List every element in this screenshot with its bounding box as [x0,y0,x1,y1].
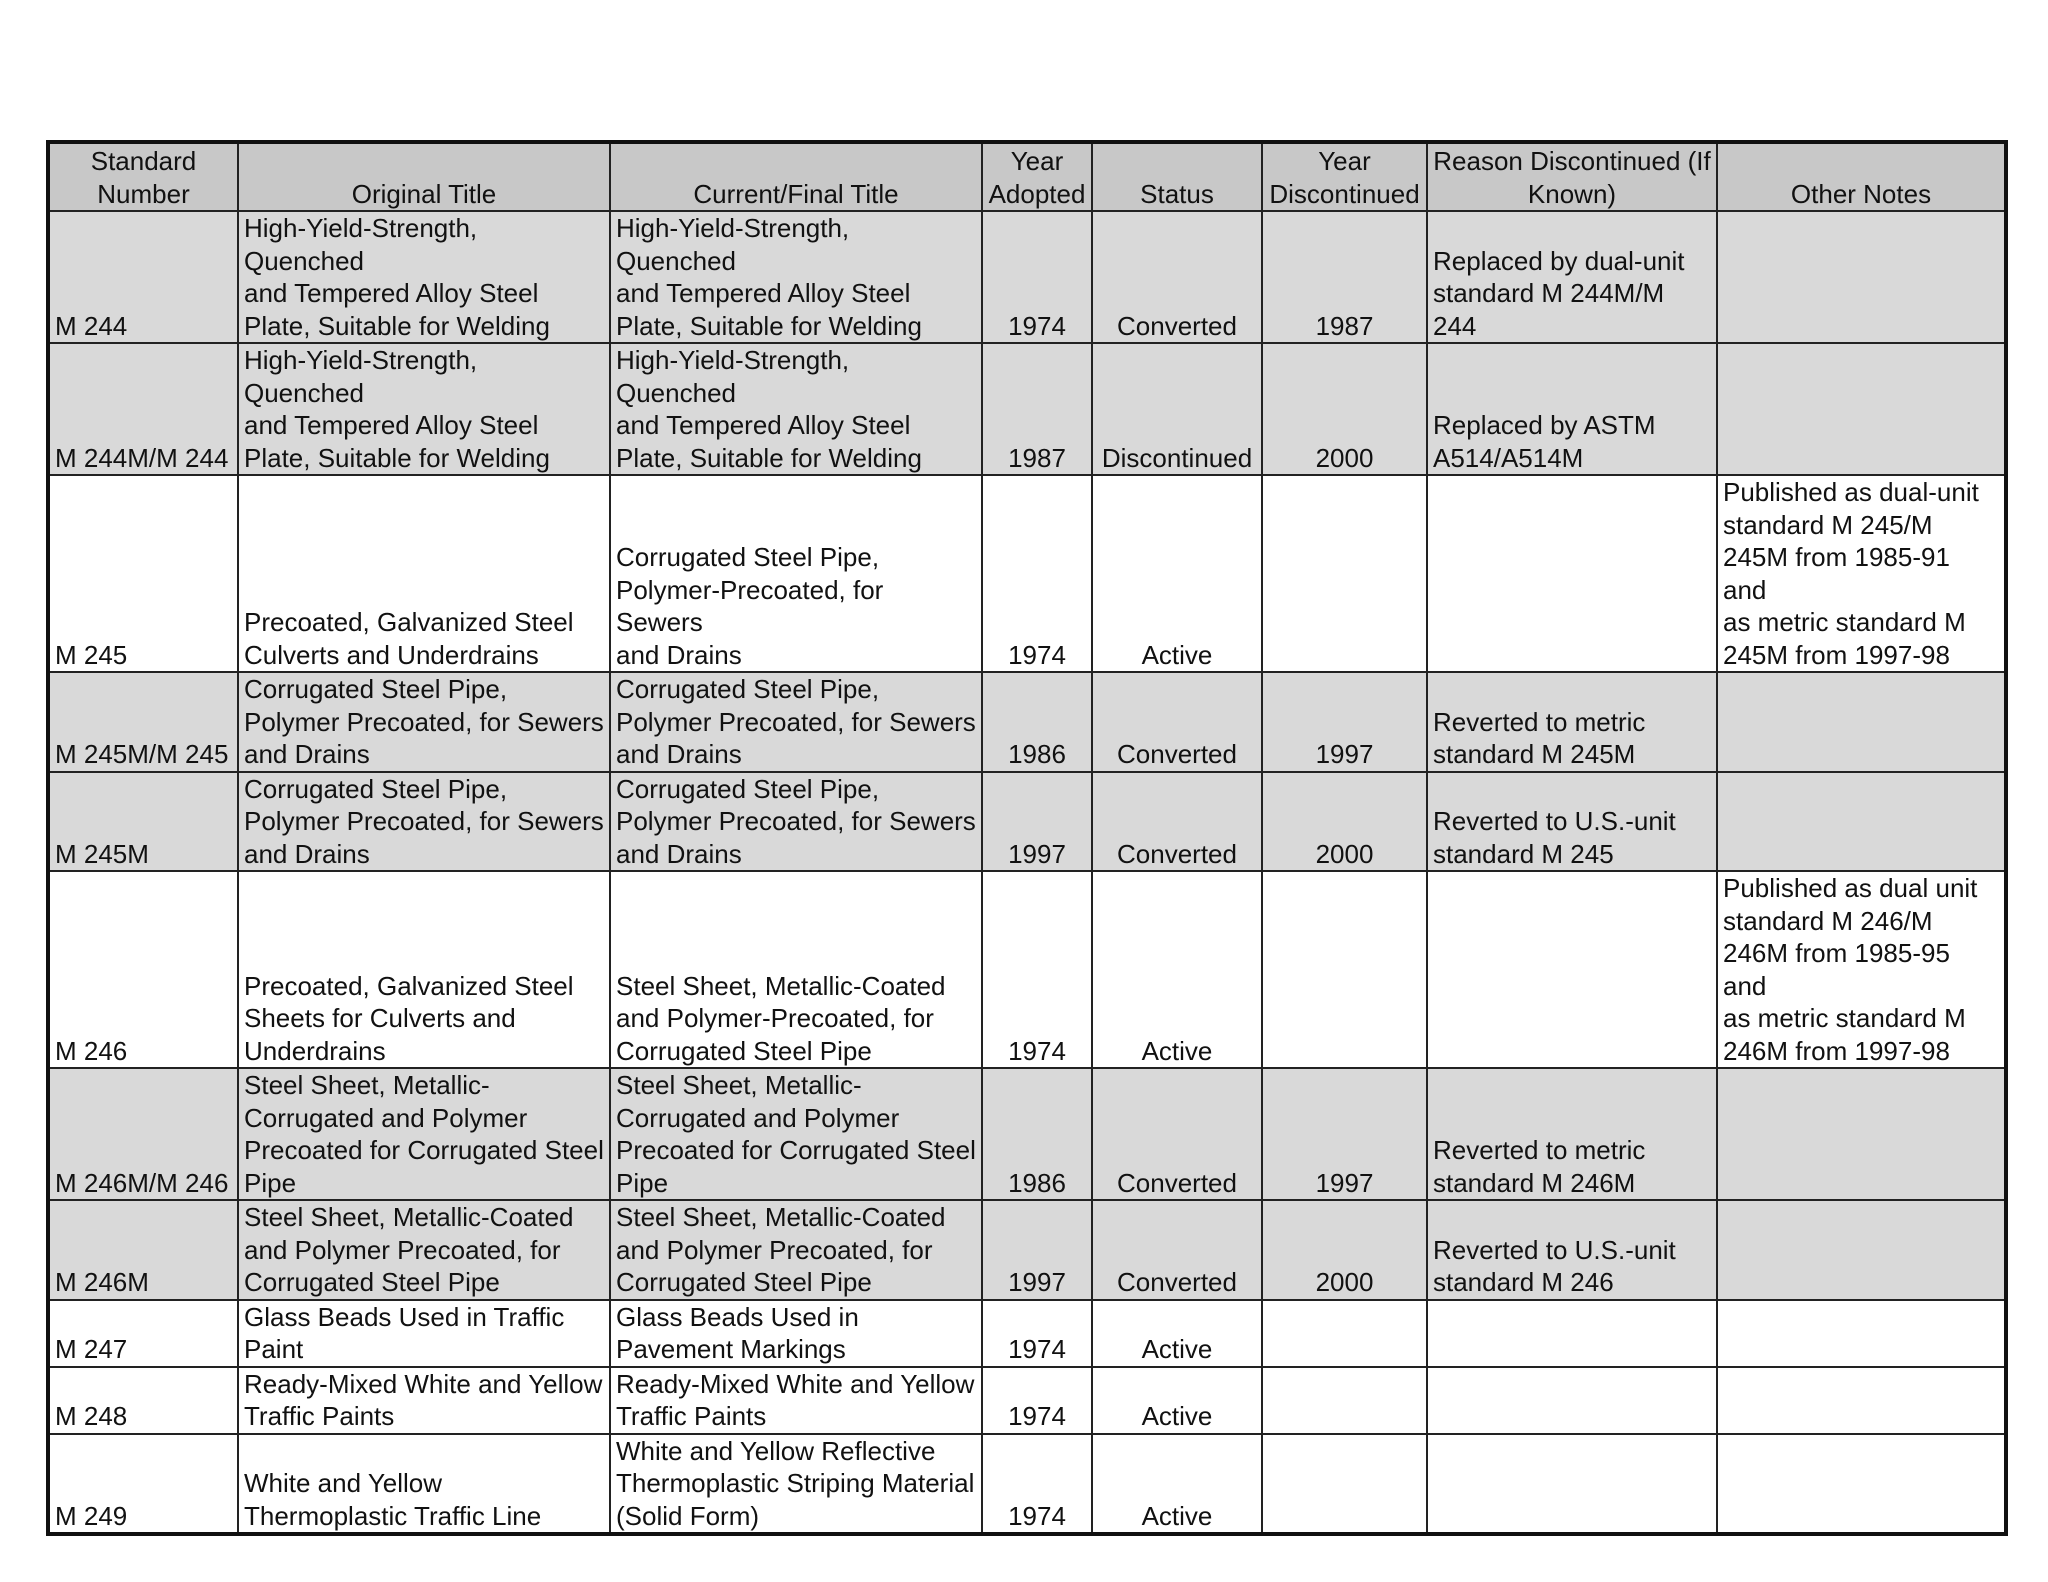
cell-original-title: Corrugated Steel Pipe, Polymer Precoated, for Sewers and Drains [238,672,610,772]
cell-other-notes [1717,1068,2006,1200]
cell-current-title: Steel Sheet, Metallic- Corrugated and Polymer Precoated for Corrugated Steel Pipe [610,1068,982,1200]
cell-original-title: Steel Sheet, Metallic-Coated and Polymer Precoated, for Corrugated Steel Pipe [238,1200,610,1300]
cell-reason-discontinued [1427,475,1717,672]
cell-year-adopted: 1987 [982,343,1092,475]
cell-original-title: Corrugated Steel Pipe, Polymer Precoated, for Sewers and Drains [238,772,610,872]
cell-status: Active [1092,475,1262,672]
standards-sheet [46,140,2008,1536]
header-standard-number: Standard Number [48,142,238,211]
cell-other-notes [1717,1367,2006,1434]
cell-original-title: High-Yield-Strength, Quenched and Tempered Alloy Steel Plate, Suitable for Welding [238,343,610,475]
cell-year-adopted: 1974 [982,1434,1092,1535]
cell-standard-number: M 245M/M 245 [48,672,238,772]
cell-current-title: Corrugated Steel Pipe, Polymer Precoated, for Sewers and Drains [610,672,982,772]
header-current-title: Current/Final Title [610,142,982,211]
cell-reason-discontinued: Reverted to U.S.-unit standard M 246 [1427,1200,1717,1300]
cell-current-title: Steel Sheet, Metallic-Coated and Polymer Precoated, for Corrugated Steel Pipe [610,1200,982,1300]
table-row [48,211,2006,343]
cell-current-title: Ready-Mixed White and Yellow Traffic Paints [610,1367,982,1434]
cell-current-title: Glass Beads Used in Pavement Markings [610,1300,982,1367]
cell-year-adopted: 1974 [982,1300,1092,1367]
cell-year-adopted: 1997 [982,1200,1092,1300]
cell-current-title: Corrugated Steel Pipe, Polymer Precoated, for Sewers and Drains [610,772,982,872]
cell-reason-discontinued [1427,1434,1717,1535]
cell-reason-discontinued: Reverted to U.S.-unit standard M 245 [1427,772,1717,872]
cell-other-notes [1717,211,2006,343]
header-status: Status [1092,142,1262,211]
cell-year-adopted: 1986 [982,672,1092,772]
cell-standard-number: M 246M/M 246 [48,1068,238,1200]
cell-year-discontinued: 1997 [1262,1068,1427,1200]
cell-status: Active [1092,871,1262,1068]
cell-year-adopted: 1974 [982,871,1092,1068]
cell-reason-discontinued: Replaced by dual-unit standard M 244M/M 244 [1427,211,1717,343]
cell-reason-discontinued [1427,1300,1717,1367]
cell-year-discontinued: 1997 [1262,672,1427,772]
cell-reason-discontinued: Reverted to metric standard M 246M [1427,1068,1717,1200]
cell-other-notes: Published as dual-unit standard M 245/M 245M from 1985-91 and as metric standard M 245M from 1997-98 [1717,475,2006,672]
cell-original-title: Precoated, Galvanized Steel Sheets for Culverts and Underdrains [238,871,610,1068]
cell-status: Converted [1092,1068,1262,1200]
cell-current-title: Corrugated Steel Pipe, Polymer-Precoated, for Sewers and Drains [610,475,982,672]
cell-other-notes [1717,1200,2006,1300]
cell-original-title: High-Yield-Strength, Quenched and Tempered Alloy Steel Plate, Suitable for Welding [238,211,610,343]
cell-other-notes: Published as dual unit standard M 246/M 246M from 1985-95 and as metric standard M 246M from 1997-98 [1717,871,2006,1068]
cell-status: Discontinued [1092,343,1262,475]
cell-status: Converted [1092,211,1262,343]
cell-standard-number: M 248 [48,1367,238,1434]
table-row [48,672,2006,772]
cell-original-title: White and Yellow Thermoplastic Traffic Line [238,1434,610,1535]
cell-status: Active [1092,1300,1262,1367]
cell-year-discontinued [1262,1367,1427,1434]
cell-year-discontinued: 1987 [1262,211,1427,343]
cell-other-notes [1717,672,2006,772]
cell-other-notes [1717,343,2006,475]
header-row [48,142,2006,211]
cell-reason-discontinued: Reverted to metric standard M 245M [1427,672,1717,772]
cell-standard-number: M 244M/M 244 [48,343,238,475]
standards-table [46,140,2008,1536]
table-row [48,1068,2006,1200]
cell-year-adopted: 1986 [982,1068,1092,1200]
cell-standard-number: M 244 [48,211,238,343]
cell-year-adopted: 1997 [982,772,1092,872]
table-row [48,1200,2006,1300]
cell-standard-number: M 249 [48,1434,238,1535]
table-row [48,343,2006,475]
table-row [48,871,2006,1068]
header-year-discontinued: Year Discontinued [1262,142,1427,211]
cell-standard-number: M 247 [48,1300,238,1367]
cell-original-title: Ready-Mixed White and Yellow Traffic Paints [238,1367,610,1434]
cell-year-discontinued: 2000 [1262,1200,1427,1300]
header-reason-discontinued: Reason Discontinued (If Known) [1427,142,1717,211]
cell-year-discontinued: 2000 [1262,772,1427,872]
cell-current-title: High-Yield-Strength, Quenched and Tempered Alloy Steel Plate, Suitable for Welding [610,211,982,343]
header-original-title: Original Title [238,142,610,211]
cell-current-title: White and Yellow Reflective Thermoplastic Striping Material (Solid Form) [610,1434,982,1535]
table-row [48,475,2006,672]
header-year-adopted: Year Adopted [982,142,1092,211]
cell-standard-number: M 246 [48,871,238,1068]
cell-standard-number: M 245 [48,475,238,672]
cell-original-title: Precoated, Galvanized Steel Culverts and Underdrains [238,475,610,672]
cell-reason-discontinued [1427,1367,1717,1434]
cell-year-adopted: 1974 [982,1367,1092,1434]
cell-reason-discontinued [1427,871,1717,1068]
cell-year-discontinued [1262,1300,1427,1367]
table-row [48,772,2006,872]
cell-current-title: High-Yield-Strength, Quenched and Tempered Alloy Steel Plate, Suitable for Welding [610,343,982,475]
cell-status: Active [1092,1434,1262,1535]
cell-year-adopted: 1974 [982,475,1092,672]
cell-year-discontinued: 2000 [1262,343,1427,475]
cell-status: Converted [1092,772,1262,872]
cell-year-discontinued [1262,1434,1427,1535]
table-row [48,1367,2006,1434]
cell-other-notes [1717,1300,2006,1367]
cell-status: Active [1092,1367,1262,1434]
cell-year-discontinued [1262,871,1427,1068]
cell-other-notes [1717,1434,2006,1535]
cell-other-notes [1717,772,2006,872]
header-other-notes: Other Notes [1717,142,2006,211]
cell-standard-number: M 246M [48,1200,238,1300]
table-row [48,1300,2006,1367]
table-row [48,1434,2006,1535]
cell-original-title: Glass Beads Used in Traffic Paint [238,1300,610,1367]
cell-original-title: Steel Sheet, Metallic- Corrugated and Polymer Precoated for Corrugated Steel Pipe [238,1068,610,1200]
cell-status: Converted [1092,1200,1262,1300]
cell-status: Converted [1092,672,1262,772]
cell-year-adopted: 1974 [982,211,1092,343]
cell-standard-number: M 245M [48,772,238,872]
cell-reason-discontinued: Replaced by ASTM A514/A514M [1427,343,1717,475]
cell-current-title: Steel Sheet, Metallic-Coated and Polymer-Precoated, for Corrugated Steel Pipe [610,871,982,1068]
cell-year-discontinued [1262,475,1427,672]
